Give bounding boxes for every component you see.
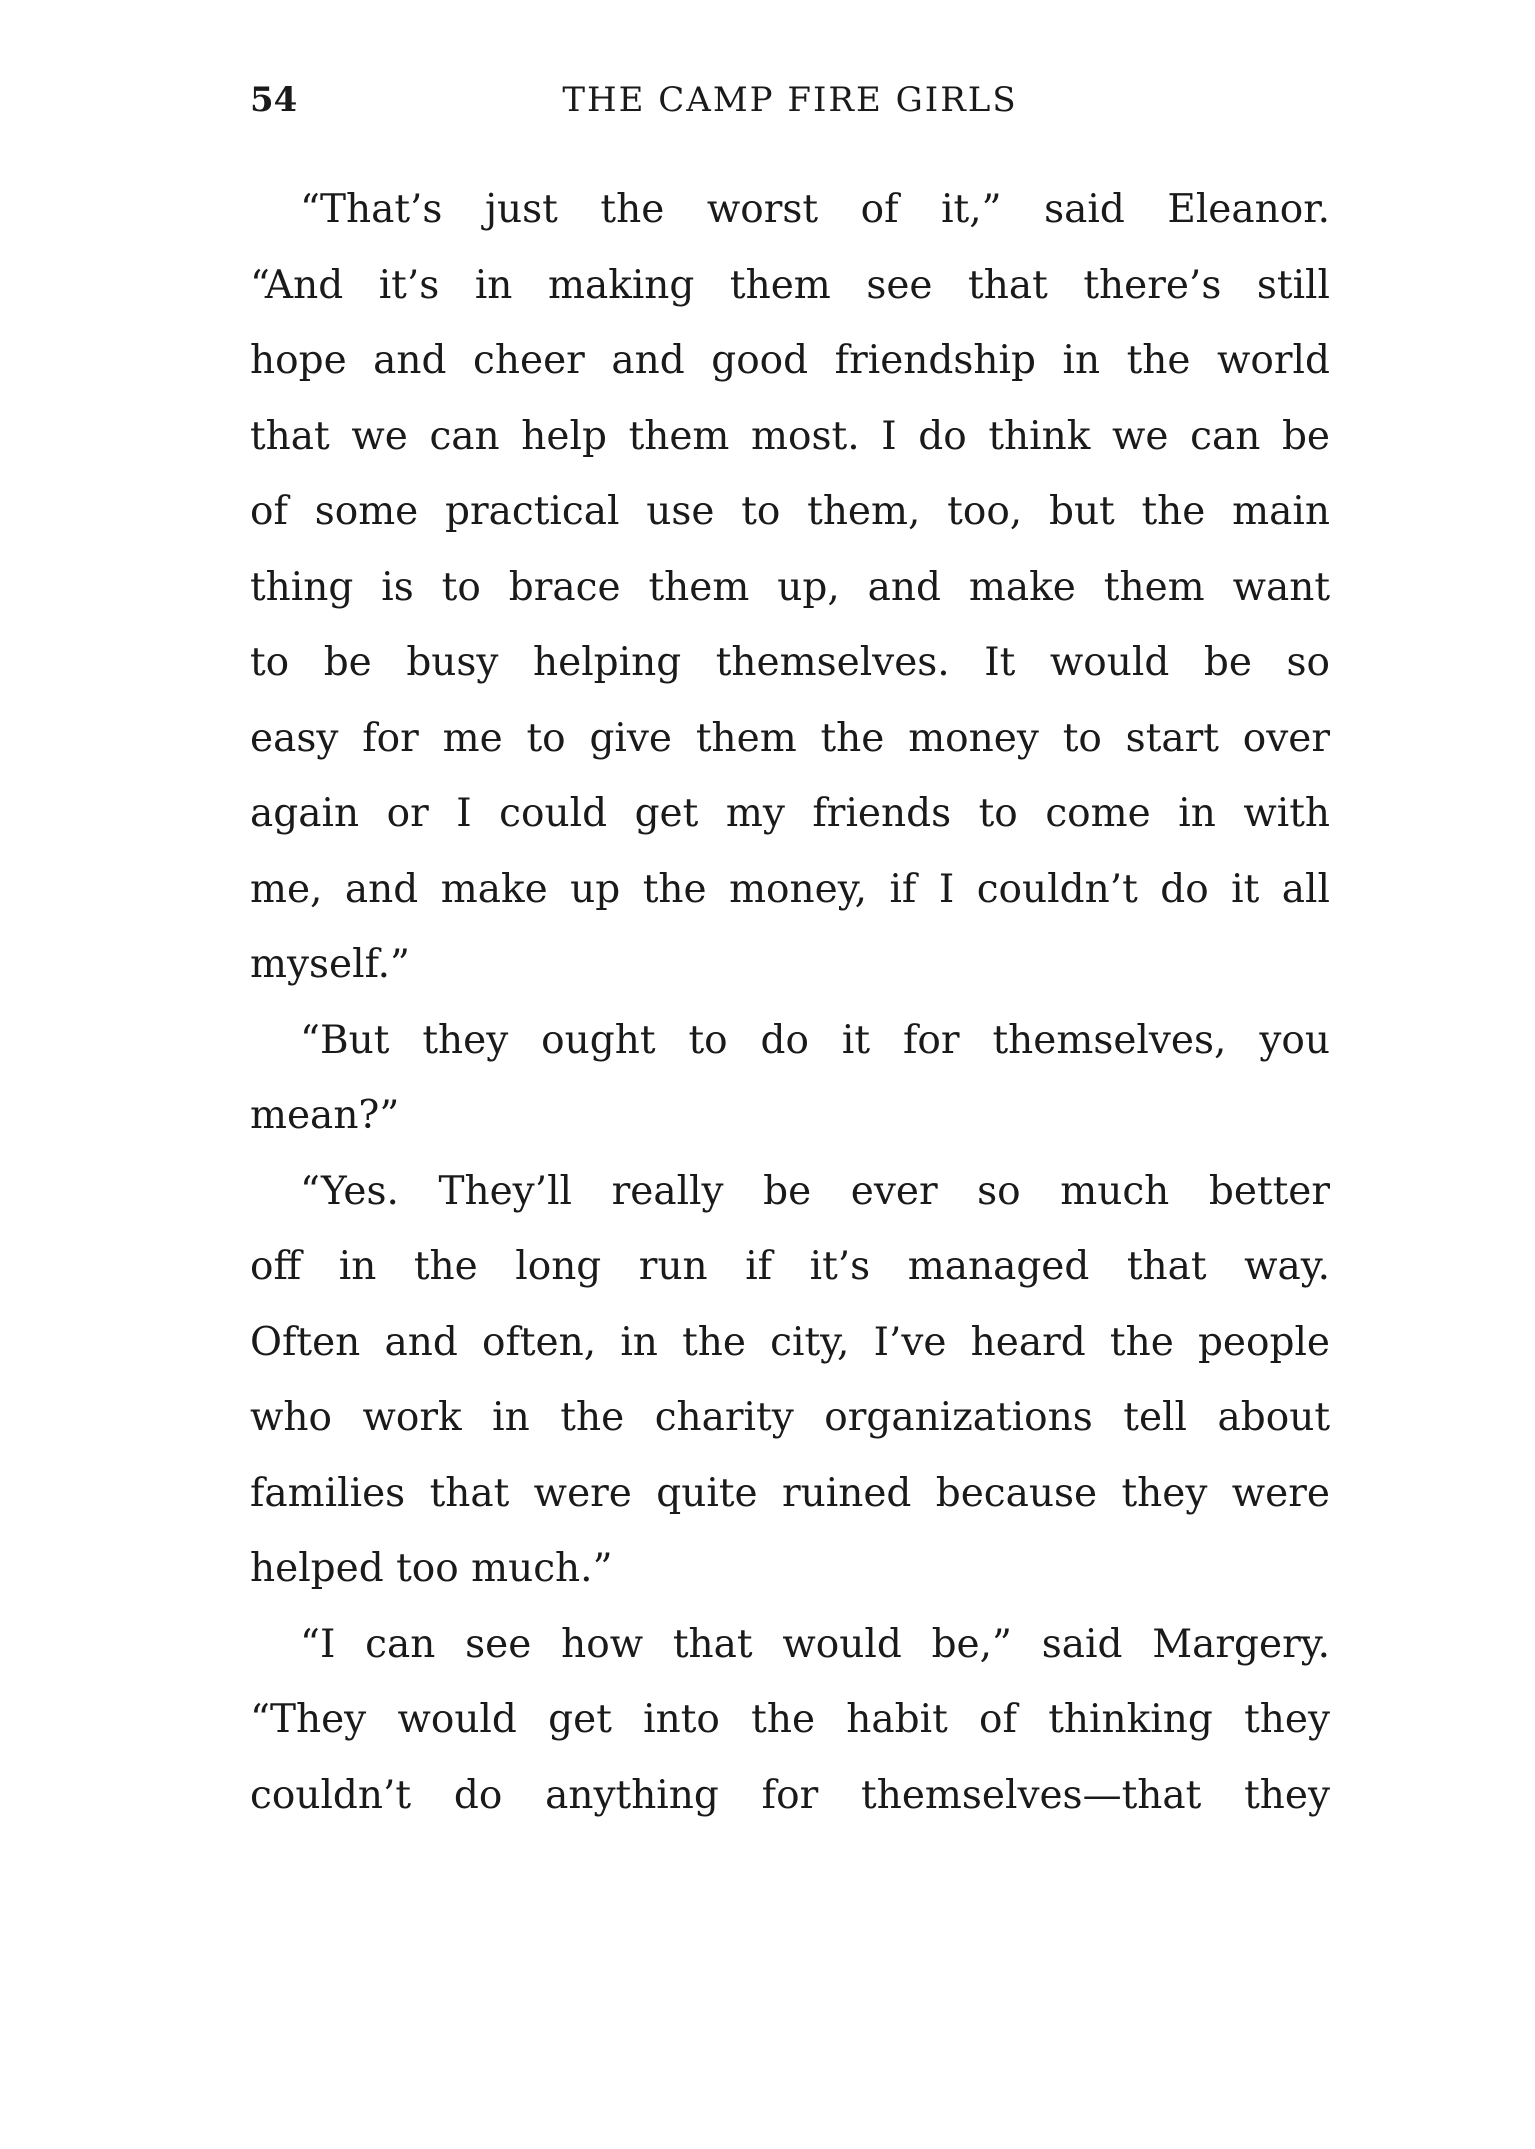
paragraph-4 xyxy=(250,1607,1330,1834)
paragraph-3 xyxy=(250,1154,1330,1607)
text-line: to be busy helping themselves. It would be so xyxy=(250,640,1330,685)
text-line: myself.” xyxy=(250,942,410,987)
text-line: “Yes. They’ll really be ever so much better xyxy=(300,1168,1330,1214)
text-line: couldn’t do anything for themselves—that they xyxy=(250,1772,1330,1818)
text-line: “But they ought to do it for themselves, you xyxy=(300,1017,1330,1063)
text-line: hope and cheer and good friendship in the world xyxy=(250,338,1330,383)
text-line: families that were quite ruined because they were xyxy=(250,1470,1330,1516)
paragraph-2 xyxy=(250,1003,1330,1154)
text-line: of some practical use to them, too, but the main xyxy=(250,489,1330,534)
text-line: that we can help them most. I do think we can be xyxy=(250,413,1330,459)
page-number: 54 xyxy=(250,80,298,120)
paragraph-1 xyxy=(250,172,1330,1003)
text-line: “I can see how that would be,” said Margery. xyxy=(300,1621,1330,1667)
text-line: easy for me to give them the money to start over xyxy=(250,715,1330,761)
text-line: thing is to brace them up, and make them want xyxy=(250,564,1330,610)
text-line: Often and often, in the city, I’ve heard the people xyxy=(250,1319,1330,1365)
text-line: me, and make up the money, if I couldn’t do it all xyxy=(250,866,1330,912)
body-text xyxy=(250,172,1330,1833)
text-line: “And it’s in making them see that there’s still xyxy=(250,262,1330,308)
text-line: helped too much.” xyxy=(250,1546,613,1591)
text-line: who work in the charity organizations tell about xyxy=(250,1395,1330,1440)
text-line: mean?” xyxy=(250,1093,400,1138)
text-line: “That’s just the worst of it,” said Eleanor. xyxy=(300,187,1330,232)
text-line: “They would get into the habit of thinking they xyxy=(250,1697,1330,1742)
text-line: again or I could get my friends to come in with xyxy=(250,791,1330,836)
text-line: off in the long run if it’s managed that way. xyxy=(250,1244,1330,1289)
running-head: THE CAMP FIRE GIRLS xyxy=(562,80,1018,120)
page-header xyxy=(250,70,1330,130)
